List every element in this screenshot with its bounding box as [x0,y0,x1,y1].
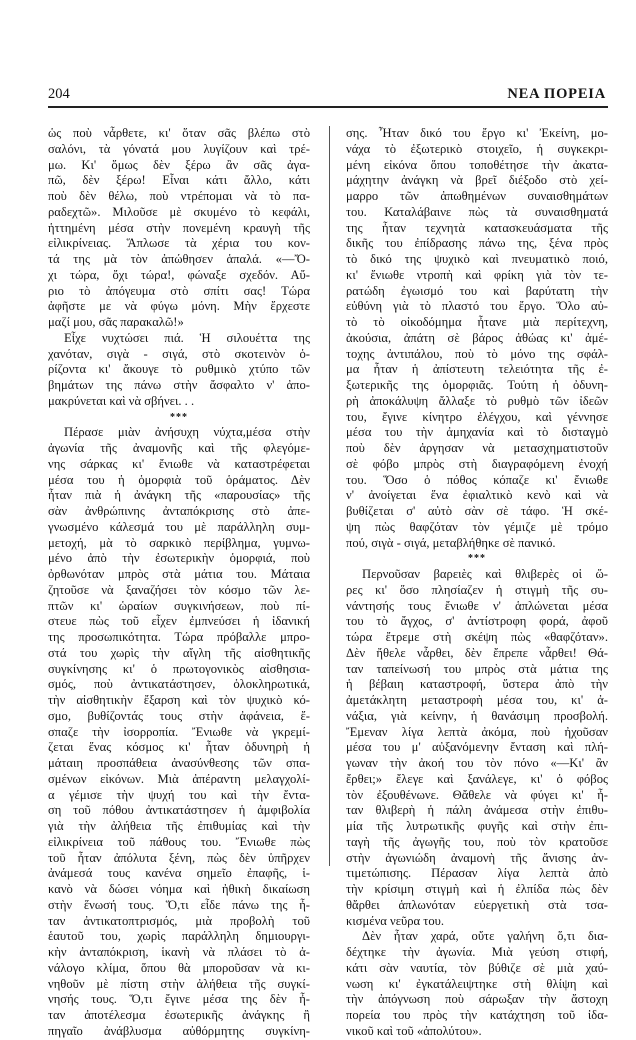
text-line: τὸ τὸ οἰκοδόμημα ἦτανε μιὰ περίτεχνη, [346,315,608,329]
text-line: του. Καταλάβαινε πὼς τὰ συναισθηματά [346,204,608,219]
text-line: νάλογο κλίμα, ὅπου θὰ μποροῦσαν νὰ κι- [48,960,310,975]
text-line: Ἔμεναν λίγα λεπτὰ ἀκόμα, ποὺ ἠχοῦσαν [346,724,608,739]
text-line: πηγαῖο ἀνάβλυσμα αὐθόρμητης συγκίνη- [48,1023,310,1038]
text-line: ἀμετάκλητη μεταστροφὴ μέσα του, κι' ἀ- [346,693,608,707]
text-line: μακρύνεται καὶ νὰ σβήνει. . . [48,393,195,408]
text-line: ζεται ἕνας κόσμος κι' ἦταν ὀδυνηρὴ ἡ [48,740,310,755]
text-line: νάντησής τους ἔνιωθε ν' ἁπλώνεται μέσα [346,598,608,613]
text-line: Πέρασε μιὰν ἀνήσυχη νύχτα,μέσα στὴν [64,425,310,440]
text-line: νάχα τὸ ἐξωτερικὸ στοιχεῖο, ἡ συγκεκρι- [346,141,608,156]
text-line: ἀγωνία τῆς ἀναμονῆς καὶ τῆς φλεγόμε- [48,441,310,455]
text-line: ἡττημένη μέσα στὴν πονεμένη κραυγὴ τῆς [48,220,310,235]
text-line: σμο, βυθίζοντάς τους στὴν ἀφάνεια, ἔ- [48,708,310,723]
text-line: μετοχή, μὰ τὸ σαρκικὸ περίβλημα, γυμνω- [48,535,310,550]
text-line: ὡς ποὺ νἆρθετε, κι' ὅταν σᾶς βλέπω στὸ [48,126,310,140]
text-line: μαζί μου, σᾶς παρακαλῶ!» [48,315,184,329]
text-line: τιμετώπισης. Πέρασαν λίγα λεπτὰ ἀπὸ [346,866,608,881]
text-line: συγκίνησης κι' ὁ πρωτογονικὸς αἰσθησια- [48,661,310,676]
text-line: μία τῆς λυτρωτικῆς φυγῆς καὶ στὴν ἐπι- [346,819,608,833]
text-line: σμός, ποὺ ἀντικατάστησεν, ὁλοκληρωτικά, [48,677,310,692]
page-number: 204 [48,86,70,102]
text-line: κάτι σὰν ναυτία, τὸν βύθιζε σὲ μιὰ χαύ- [346,960,608,975]
text-line: ποὺ δὲν θέλω, ποὺ ντρέπομαι νὰ τὸ πα- [48,189,310,203]
text-line: ὀρθωνόταν μπρὸς στὰ μάτια του. Μάταια [48,567,310,581]
right-text-column [346,126,608,1040]
text-line: θἄρθει ἁπλωνόταν εὐεργετικὴ στὰ τσα- [346,897,608,912]
text-line: της ἦταν τεχνητὰ κατασκευάσματα τῆς [346,220,608,235]
text-line: του, ἔγινε κίνητρο ἐλέγχου, καὶ γέννησε [346,409,608,424]
text-line: ξωτερικῆς της ὁμορφιᾶς. Τούτη ἡ ὀδυνη- [346,378,608,392]
text-line: του. Ὅσο ὁ πόθος κόπαζε κι' ἔνιωθε [346,472,608,487]
text-line: Εἶχε νυχτώσει πιά. Ἡ σιλουέττα της [64,330,310,345]
text-line: ζητοῦσε νὰ ξαναζήσει τὸν κόσμο τῶν λε- [48,582,310,597]
text-line: μέσα του ἡ ὁμορφιὰ τοῦ ὁράματος. Δὲν [48,472,310,487]
text-line: εὐθύνη γιὰ τὸ πλαστό του ἔργο. Ὅλο αὐ- [346,299,608,314]
header-rule [48,106,608,108]
text-line: ταν ἀντικατοπτρισμός, μιὰ προβολὴ τοῦ [48,913,310,928]
text-line: πορεία του πρὸς τὴν κατάχτηση τοῦ ἰδα- [346,1008,608,1022]
text-line: δέχτηκε τὴν ἀγωνία. Μιὰ γεύση στιφή, [346,945,608,959]
text-line: πτῶν κι' ὡραίων συγκινήσεων, ποὺ πί- [48,598,310,613]
text-line: γωναν τὴν ἀκοή του τὸν πόνο «—Κι' ἂν [346,756,608,770]
text-line: ἑαυτοῦ του, χωρὶς παράλληλη δημιουργι- [48,929,310,944]
text-line: νηθοῦν μὲ πίστη στὴν ἀλήθεια τῆς συγκί- [48,976,310,991]
text-line: νης σάρκας κι' ἔνιωθε νὰ καταστρέφεται [48,456,310,471]
text-line: χανόταν, σιγὰ - σιγά, στὸ σκοτεινὸν ὁ- [48,346,310,361]
text-line: ἀκούσια, ἀπάτη σὲ βάρος ἀθώας κι' ἀμέ- [346,330,608,345]
text-line: μα ἦταν ἡ ἀπίστευτη τελειότητα τῆς ἐ- [346,362,608,377]
text-line: ραδεχτῶ». Μιλοῦσε μὲ σκυμένο τὸ κεφάλι, [48,204,310,219]
text-line: βημάτων της πάνω στὴν ἄσφαλτο ν' ἀπο- [48,378,310,392]
text-line: γνωσμένο κάλεσμά του μὲ παράλληλη συμ- [48,519,310,534]
text-line: Περνοῦσαν βαρειὲς καὶ θλιβερὲς οἱ ὥ- [362,567,608,581]
text-line: νικοῦ καὶ τοῦ «ἀπολύτου». [346,1023,482,1038]
text-line: νωση κι' ἐγκατάλειψτηκε στὴ θλίψη καὶ [346,976,608,991]
text-line: ση τοῦ πόθου ἀντικατάστησεν ἡ ἀμφιβολία [48,803,310,818]
column-divider [329,126,330,866]
text-line: ἀφῆστε με νὰ φύγω μόνη. Μὴν ἔρχεστε [48,299,310,314]
text-line: χι τώρα, ὄχι τώρα!, φώναξε σχεδόν. Αὔ- [48,267,310,282]
section-break: *** [170,411,188,423]
text-line: ταγὴ τῆς ἀγωγῆς του, ποὺ τὸν κρατοῦσε [346,834,608,849]
text-line: γιὰ τὴν ἀλήθεια τῆς ἐπιθυμίας καὶ τὴν [48,819,310,833]
text-line: της προσωπικότητα. Τώρα πρόβαλλε μπρο- [48,630,310,644]
left-text-column [48,126,310,1040]
text-line: τὴν ἀπόγνωση ποὺ σάρωξαν τὴν ἄστοχη [346,992,608,1007]
text-line: ποὺ δὲν ἀργησαν νὰ μετασχηματιστοῦν [346,441,608,455]
text-line: Δὲν ἤθελε νἆρθει, δὲν ἔπρεπε νἆρθει! Θά- [346,645,608,660]
text-line: εἰλικρίνεια τοῦ πάθους του. Ἔνιωθε πὼς [48,834,310,849]
page-header [48,86,608,106]
text-line: τὴν κρίσιμη στιγμὴ καὶ ἡ ἐλπίδα πὼς δὲν [346,882,608,896]
text-line: κι' ἔνιωθε ντροπὴ καὶ φρίκη γιὰ τὸν τε- [346,267,608,282]
text-line: μαρρο τῶν ἀπωθημένων συναισθημάτων [346,189,608,203]
text-line: α γέμισε τὴν ψυχή του καὶ τὴν ἔντα- [48,787,310,802]
text-line: ταν ταπείνωσή του μπρὸς στὰ μάτια της [346,661,608,676]
text-line: μάχητην ἀνάγκη νὰ βρεῖ διέξοδο στὸ χεί- [346,173,608,188]
text-line: σμένων εἰκόνων. Μιὰ ἀπέραντη μελαγχολί- [48,771,310,786]
text-line: ρες κι' ὅσο πλησίαζεν ἡ στιγμὴ τῆς συ- [346,582,608,597]
text-line: κισμένα νεῦρα του. [346,913,444,928]
text-line: ταν ἀποτέλεσμα ἐσωτερικῆς ἀνάγκης ἢ [48,1008,310,1022]
text-line: σὲ φόβο μπρὸς στὴ διαγραφόμενη ἐνοχή [346,456,608,471]
text-line: του τὸ ἄγχος, σ' ἀντίστροφη φορά, ἀφοῦ [346,614,608,629]
text-line: μέσα του μ' αὐξανόμενην ἔνταση καὶ πλή- [346,740,608,755]
text-line: νησής τους. Ὅ,τι ἔγινε μέσα της δὲν ἦ- [48,992,310,1007]
text-line: ψη πὼς θαφζόταν τὸν γέμιζε μὲ τρόμο [346,519,608,534]
text-line: ρατώδη ἐγωισμό του καὶ βαρύτατη τὴν [346,283,608,298]
text-line: τοχης ἀντιπάλου, ποὺ τὸ μόνο της σφάλ- [346,346,608,361]
text-line: μω. Κι' ὅμως δὲν ξέρω ἂν σᾶς ἀγα- [48,157,310,172]
text-line: στὴν ἀγωνιώδη ἀναμονὴ τῆς ἄνισης ἀν- [346,850,608,865]
text-line: μένο ἀπὸ τὴν ἐσωτερικὴν ὁμορφιά, ποὺ [48,551,310,566]
text-line: στά του χωρὶς τὴν αἴγλη τῆς αἰσθητικῆς [48,645,310,660]
text-line: στευε πὼς τοῦ εἶχεν ἐμπνεύσει ἡ ἰδανική [48,614,310,629]
text-line: μέσα του τὴν ἀμηχανία καὶ τὸ δισταγμὸ [346,425,608,440]
text-line: τοῦ ἦταν ἀπόλυτα ξένη, πὼς δὲν ὑπῆρχεν [48,850,310,865]
text-line: ρίζοντα κι' ἄκουγε τὸ ρυθμικὸ χτύπο τῶν [48,362,310,377]
journal-title: ΝΕΑ ΠΟΡΕΙΑ [507,86,606,102]
text-line: νάξια, γιὰ κείνην, ἡ θανάσιμη προσβολή. [346,708,608,723]
text-line: Δὲν ἦταν χαρά, οὔτε γαλήνη ὅ,τι δια- [362,929,608,944]
text-line: σὰν ἀνθρώπινης ἀνταπόκρισης στὸ ἀπε- [48,504,310,518]
text-line: ἔρθει;» ἔλεγε καὶ ξανάλεγε, κι' ὁ φόβος [346,771,608,786]
text-line: τά της μὰ τὸν ἀπώθησεν ἁπαλά. «—Ὄ- [48,252,310,266]
text-line: ρὴ ἀποκάλυψη ἄλλαξε τὸ ρυθμὸ τῶν ἰδεῶν [346,393,608,408]
text-line: μένη εἰκόνα ὅπου τοποθέτησε τὴν ἀκατα- [346,157,608,172]
text-line: στὴν ἕνωσή τους. Ὅ,τι εἶδε πάνω της ἦ- [48,897,310,912]
text-line: ἡ βέβαιη καταστροφή, ὕστερα ἀπὸ τὴν [346,677,608,692]
text-line: σαλόνι, τὰ γόνατά μου λυγίζουν καὶ τρέ- [48,141,310,156]
text-line: κὴν ἀνταπόκριση, ἱκανὴ νὰ πλάσει τὸ ἀ- [48,945,310,959]
text-line: πού, σιγὰ - σιγά, μεταβλήθηκε σὲ πανικό. [346,535,556,550]
text-line: δικῆς του ἐπίδρασης πάνω της, ξένα πρὸς [346,236,608,251]
text-line: ριο τὸ ἀπόγευμα στὸ σπίτι σας! Τώρα [48,283,310,298]
text-line: πῶ, δὲν ξέρω! Εἶναι κάτι ἄλλο, κάτι [48,173,310,188]
text-line: μάταιη προσπάθεια ἀνασύνθεσης τῶν σπα- [48,756,310,770]
text-line: κανὸ νὰ δώσει νόημα καὶ ἠθικὴ δικαίωση [48,882,310,896]
text-line: σης. Ἦταν δικό του ἔργο κι' Ἐκείνη, μο- [346,126,608,140]
text-line: τὴν αἰσθητικὴν ἔξαρση καὶ τὸν ψυχικὸ κό- [48,693,310,707]
text-line: σπαζε τὴν ἰσορροπία. Ἔνιωθε νὰ γκρεμί- [48,724,310,739]
text-line: εἰλικρίνειας. Ἅπλωσε τὰ χέρια του κον- [48,236,310,251]
text-line: τώρα ἔτρεμε στὴ σκέψη πὼς «θαφζόταν». [346,630,608,644]
text-line: ταν θλιβερὴ ἡ πάλη ἀνάμεσα στὴν ἐπιθυ- [346,803,608,818]
text-line: ἀνάμεσά τους κανένα σημεῖο ἐπαφῆς, ἱ- [48,866,310,881]
text-line: τὸ δικό της ψυχικὸ καὶ πνευματικὸ ποιό, [346,252,608,266]
text-line: ἦταν πιὰ ἡ ἀνάγκη τῆς «παρουσίας» τῆς [48,488,310,503]
section-break: *** [468,553,486,565]
text-line: τὸν ἐξουθένωνε. Θἄθελε νὰ φύγει κι' ἦ- [346,787,608,802]
text-line: ν' ἀνοίγεται ἕνα ἐφιαλτικὸ κενὸ καὶ νὰ [346,488,608,503]
text-line: βυθίζεται σ' αὐτὸ σὰν σὲ τάφο. Ἡ σκέ- [346,504,608,518]
